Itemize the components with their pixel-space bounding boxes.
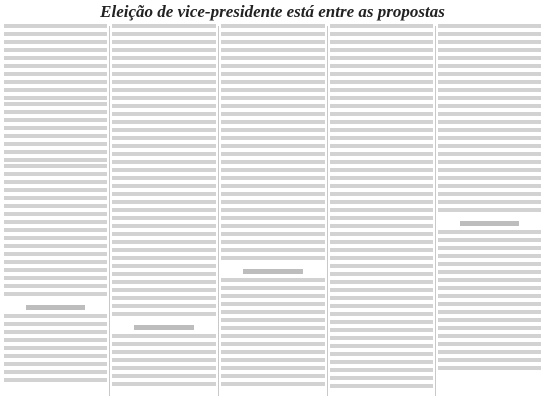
paragraph	[438, 184, 541, 216]
text-column-5	[438, 24, 541, 398]
section-subheading	[134, 325, 194, 330]
paragraph	[221, 278, 325, 390]
text-column-1	[4, 24, 107, 398]
paragraph	[4, 244, 107, 300]
column-divider	[435, 26, 436, 396]
paragraph	[330, 136, 433, 256]
paragraph	[4, 314, 107, 386]
paragraph	[112, 248, 216, 320]
paragraph	[112, 334, 216, 390]
paragraph	[221, 24, 325, 160]
paragraph	[4, 102, 107, 164]
paragraph	[112, 152, 216, 192]
paragraph	[4, 164, 107, 244]
paragraph	[112, 88, 216, 152]
article-headline: Eleição de vice-presidente está entre as propostas	[100, 2, 445, 21]
paragraph	[438, 310, 541, 374]
section-subheading	[26, 305, 85, 310]
paragraph	[112, 24, 216, 88]
column-divider	[218, 26, 219, 396]
paragraph	[221, 160, 325, 216]
section-subheading	[460, 221, 519, 226]
text-column-2	[112, 24, 216, 398]
paragraph	[438, 24, 541, 104]
column-divider	[327, 26, 328, 396]
paragraph	[4, 32, 107, 102]
paragraph	[330, 24, 433, 136]
paragraph	[330, 256, 433, 392]
byline	[4, 24, 107, 32]
paragraph	[112, 192, 216, 248]
paragraph	[438, 104, 541, 184]
column-divider	[109, 26, 110, 396]
section-subheading	[243, 269, 303, 274]
paragraph	[221, 216, 325, 264]
text-column-4	[330, 24, 433, 398]
text-column-3	[221, 24, 325, 398]
paragraph	[438, 230, 541, 310]
